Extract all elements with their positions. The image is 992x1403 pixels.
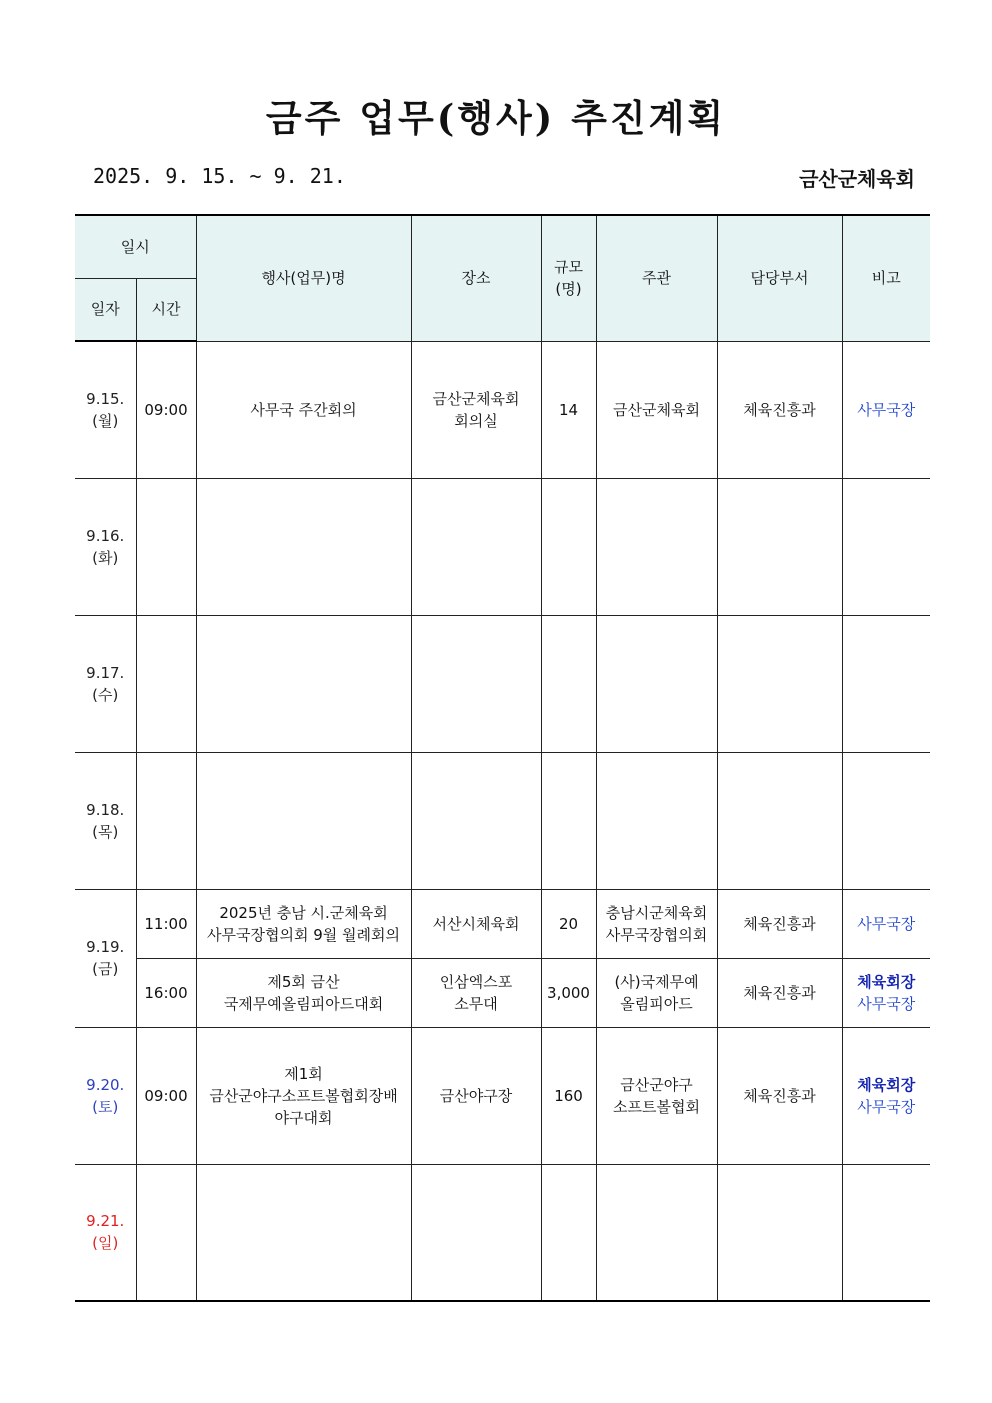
event-cell [196,1027,411,1164]
date-cell [75,615,136,752]
host-cell [596,1027,717,1164]
note-text: 사무국장 [857,994,916,1013]
event-name-line: 야구대회 [274,1108,333,1127]
dept-cell: 체육진흥과 [717,958,842,1027]
weekday-text: (목) [92,822,119,841]
note-bold-text: 체육회장 [857,1075,916,1094]
host-line: 올림피아드 [620,994,693,1013]
venue-line: 회의실 [454,411,498,430]
header-event: 행사(업무)명 [196,215,411,341]
date-cell [75,341,136,478]
note-text: 사무국장 [857,400,916,419]
dept-cell: 체육진흥과 [717,341,842,478]
date-cell [75,1027,136,1164]
event-name-line: 금산군야구소프트볼협회장배 [209,1086,398,1105]
header-venue: 장소 [411,215,541,341]
weekday-text: (금) [92,960,119,978]
note-cell [842,958,930,1027]
date-cell [75,478,136,615]
event-name-line: 사무국 주간회의 [250,400,357,419]
dept-cell: 체육진흥과 [717,889,842,958]
host-line: 소프트볼협회 [613,1097,700,1116]
header-scale [541,215,596,341]
header-date: 일자 [75,278,136,341]
host-line: (사)국제무예 [614,972,699,991]
venue-line: 금산야구장 [439,1086,513,1105]
date-text: 9.16. [86,526,125,545]
period-text: 2025. 9. 15. ~ 9. 21. [93,164,346,188]
event-cell [196,958,411,1027]
venue-cell [411,958,541,1027]
date-cell [75,889,136,1027]
event-name-line: 국제무예올림피아드대회 [223,994,384,1013]
note-text: 사무국장 [857,1097,916,1116]
note-cell [842,341,930,478]
date-text: 9.17. [86,663,125,682]
header-host: 주관 [596,215,717,341]
host-cell [596,889,717,958]
header-scale-unit: (명) [555,280,582,299]
time-cell: 09:00 [136,341,196,478]
table-row [75,1027,930,1164]
event-name-line: 제5회 금산 [267,972,340,991]
host-line: 사무국장협의회 [605,925,708,944]
scale-cell: 160 [541,1027,596,1164]
note-cell [842,889,930,958]
table-row [75,615,930,752]
scale-cell: 3,000 [541,958,596,1027]
weekday-text: (토) [92,1097,119,1116]
host-cell [596,958,717,1027]
note-text: 사무국장 [857,914,916,933]
event-cell [196,889,411,958]
host-line: 충남시군체육회 [605,903,708,922]
scale-cell: 14 [541,341,596,478]
dept-cell: 체육진흥과 [717,1027,842,1164]
date-text: 9.20. [86,1075,125,1094]
time-cell: 09:00 [136,1027,196,1164]
date-text: 9.21. [86,1212,125,1231]
table-row [75,478,930,615]
venue-line: 소무대 [454,994,498,1013]
weekday-text: (수) [92,685,119,704]
header-dept: 담당부서 [717,215,842,341]
host-line: 금산군야구 [620,1075,693,1094]
venue-line: 금산군체육회 [432,389,520,408]
table-row [75,958,930,1027]
table-row [75,889,930,958]
event-name-line: 2025년 충남 시.군체육회 [219,903,388,922]
venue-line: 인삼엑스포 [439,972,513,991]
date-text: 9.18. [86,800,125,819]
table-row [75,341,930,478]
date-text: 9.15. [86,389,125,408]
host-cell [596,341,717,478]
date-cell [75,1164,136,1301]
time-cell: 11:00 [136,889,196,958]
note-cell [842,1027,930,1164]
table-row [75,752,930,889]
table-row [75,1164,930,1301]
weekday-text: (일) [92,1234,119,1253]
document-title: 금주 업무(행사) 추진계획 [265,96,727,140]
venue-cell [411,1027,541,1164]
header-datetime: 일시 [75,215,196,278]
time-cell: 16:00 [136,958,196,1027]
event-name-line: 사무국장협의회 9월 월례회의 [207,925,400,944]
event-cell [196,341,411,478]
organization-name: 금산군체육회 [799,167,915,191]
date-text: 9.19. [86,938,125,956]
venue-cell [411,341,541,478]
weekday-text: (화) [92,548,119,567]
event-name-line: 제1회 [284,1064,323,1083]
header-scale-label: 규모 [554,258,583,277]
date-cell [75,752,136,889]
note-bold-text: 체육회장 [857,972,916,991]
schedule-table [75,214,930,1302]
header-time: 시간 [136,278,196,341]
weekday-text: (월) [92,411,119,430]
venue-cell [411,889,541,958]
host-line: 금산군체육회 [613,400,700,419]
scale-cell: 20 [541,889,596,958]
header-note: 비고 [842,215,930,341]
venue-line: 서산시체육회 [432,914,520,933]
